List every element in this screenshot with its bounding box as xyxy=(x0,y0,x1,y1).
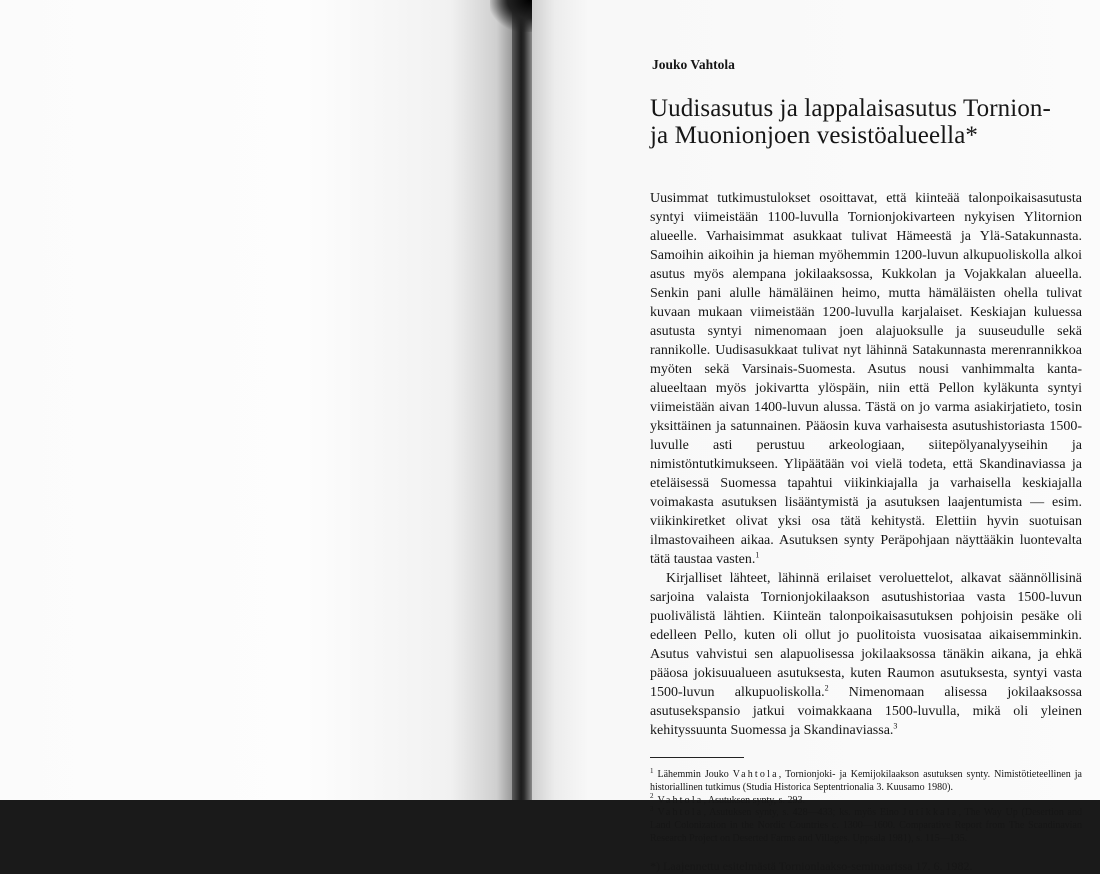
footnote-ref-3: 3 xyxy=(893,721,898,731)
paragraph-2-text-a: Kirjalliset lähteet, lähinnä erilaiset veroluettelot, alkavat säännöllisinä sarjoina valaista Tornionjokilaakson asutushistoriaa vasta 1500-luvun puolivälistä lähtien. Kiinteän talonpoikaisasutuksen pohjoisin pesäke oli edelleen Pello, kuten oli ollut jo puolitoista vuosisataa aikaisemminkin. Asutus vahvistui sen alapuolisessa jokilaaksossa tänäkin aikana, ja ehkä pääosa jokisuualueen asutuksesta, kuten Raumon asutuksesta, syntyi vasta 1500-luvun alkupuoliskolla. xyxy=(650,571,1082,700)
author-name: Jouko Vahtola xyxy=(652,57,735,72)
paragraph-1 xyxy=(650,189,1082,569)
paragraph-2 xyxy=(650,569,1082,740)
article xyxy=(650,57,1082,874)
title-line-2: ja Muonionjoen vesistöalueella* xyxy=(650,122,979,149)
article-title xyxy=(650,95,1082,149)
article-body xyxy=(650,189,1082,740)
footnote-divider xyxy=(650,757,744,758)
footnote-2: $^2$ Vahtola, Asutuksen synty, s. 293. xyxy=(650,792,806,806)
footnote-1: $^1$ Lähemmin Jouko Vahtola, Tornionjoki- ja Kemijokilaakson asutuksen synty. Nimistötieteellinen ja historiallinen tutkimus (Studia Historica Septentrionalia 3. Kuusamo 1980). xyxy=(650,766,1082,793)
paragraph-1-text: Uusimmat tutkimustulokset osoittavat, että kiinteää talonpoikaisasutusta syntyi viimeistään 1100-luvulla Tornionjokivarteen nykyisen Ylitornion alueelle. Varhaisimmat asukkaat tulivat Hämeestä ja Ylä-Satakunnasta. Samoihin aikoihin ja hieman myöhemmin 1200-luvun alkupuoliskolla alkoi asutus myös alempana jokilaaksossa, Kukkolan ja Vojakkalan alueella. Senkin pani alulle hämäläinen heimo, mutta hämäläisten ohella tulivat kuvaan mukaan viimeistään 1200-luvulla karjalaiset. Keskiajan kuluessa asutusta syntyi nimenomaan joen alajuoksulle ja suuseudulle sekä rannikolle. Uudisasukkaat tulivat nyt lähinnä Satakunnasta merenrannikkoa myöten sekä Varsinais-Suomesta. Asutus nousi vanhimmalta kanta-alueeltaan myös jokivartta ylöspäin, niin että Pellon kyläkunta syntyi viimeistään aivan 1400-luvun alussa. Tästä on jo varma asiakirjatieto, tosin yksittäinen ja satunnainen. Pääosin kuva varhaisesta asutushistoriasta 1500-luvulle asti perustuu arkeologiaan, siitepölyanalyyseihin ja nimistöntutkimukseen. Ylipäätään voi vielä todeta, että Skandinaviassa ja eteläisessä Suomessa tapahtui viikinkiajalla ja varhaisella keskiajalla voimakasta asutuksen lisääntymistä ja asutuksen laajentumista — esim. viikinkiretket olivat yksi osa tätä kehitystä. Elettiin hyvin suotuisan ilmastovaiheen aikaa. Asutuksen synty Peräpohjaan näyttääkin luontevalta tätä taustaa vasten. xyxy=(650,191,1082,567)
title-note: *) Laajennettu esitelmästä Tornionlaakso-seminaarissa 17. 6. 1982. xyxy=(650,858,973,873)
right-page xyxy=(532,0,1100,873)
footnote-ref-2: 2 xyxy=(824,683,829,693)
footnote-ref-1: 1 xyxy=(755,550,760,560)
paragraph-2-text-b: Nimenomaan alisessa jokilaaksossa asutusekspansio jatkui voimakkaana 1500-luvulla, mikä oli yleinen kehityssuunta Suomessa ja Skandinaviassa. xyxy=(650,685,1082,738)
footnotes xyxy=(650,766,1082,846)
footnote-3: $^3$ Vahtola, Asutuksen synty, s. 428—433; ks. myös Eino Jutikkala, The Way Up (Desertion and Land Colonization in the Nordic Countries c. 1300—1600. Comparative Report from The Scandinavian Research Project on Deserted Farms and Villages. Uppsala 1981), s. 115—135. xyxy=(650,805,1082,844)
title-line-1: Uudisasutus ja lappalaisasutus Tornion- xyxy=(650,95,1051,122)
book-spine xyxy=(512,0,532,800)
left-page-blank xyxy=(0,0,512,800)
